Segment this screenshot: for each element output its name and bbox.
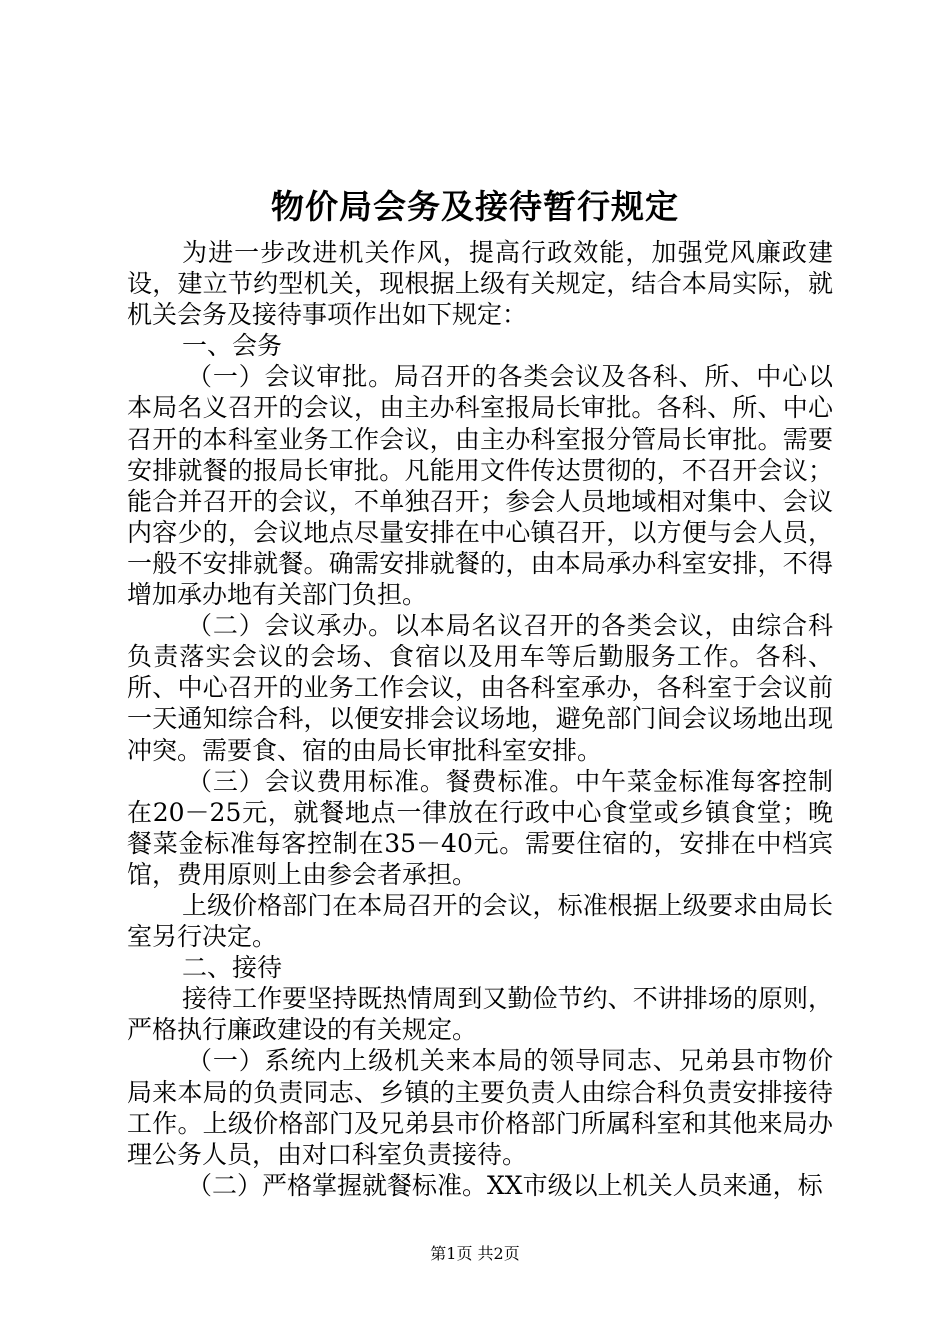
document-title: 物价局会务及接待暂行规定 [271, 187, 679, 226]
higher-level-meeting-paragraph: 上级价格部门在本局召开的会议，标准根据上级要求由局长室另行决定。 [127, 890, 833, 952]
meeting-hosting-paragraph: （二）会议承办。以本局名议召开的各类会议，由综合科负责落实会议的会场、食宿以及用车等后勤服务工作。各科、所、中心召开的业务工作会议，由各科室承办，各科室于会议前一天通知综合科，以便安排会议场地，避免部门间会议场地出现冲突。需要食、宿的由局长审批科室安排。 [127, 611, 833, 765]
meeting-approval-paragraph: （一）会议审批。局召开的各类会议及各科、所、中心以本局名义召开的会议，由主办科室报局长审批。各科、所、中心召开的本科室业务工作会议，由主办科室报分管局长审批。需要安排就餐的报局长审批。凡能用文件传达贯彻的，不召开会议；能合并召开的会议，不单独召开；参会人员地域相对集中、会议内容少的，会议地点尽量安排在中心镇召开，以方便与会人员，一般不安排就餐。确需安排就餐的，由本局承办科室安排，不得增加承办地有关部门负担。 [127, 362, 833, 610]
dining-standard-paragraph: （二）严格掌握就餐标准。XX市级以上机关人员来通，标 [187, 1170, 823, 1200]
document-body [127, 237, 833, 1201]
section-heading-reception: 二、接待 [182, 953, 283, 983]
section-heading-meetings: 一、会务 [182, 331, 283, 361]
page-footer: 第1页 共2页 [430, 1244, 520, 1263]
reception-principle-paragraph: 接待工作要坚持既热情周到又勤俭节约、不讲排场的原则，严格执行廉政建设的有关规定。 [127, 984, 833, 1045]
reception-scope-paragraph: （一）系统内上级机关来本局的领导同志、兄弟县市物价局来本局的负责同志、乡镇的主要负责人由综合科负责安排接待工作。上级价格部门及兄弟县市价格部门所属科室和其他来局办理公务人员，由对口科室负责接待。 [127, 1046, 833, 1169]
intro-paragraph: 为进一步改进机关作风，提高行政效能，加强党风廉政建设，建立节约型机关，现根据上级有关规定，结合本局实际，就机关会务及接待事项作出如下规定： [127, 238, 833, 330]
meeting-cost-paragraph: （三）会议费用标准。餐费标准。中午菜金标准每客控制在20－25元，就餐地点一律放在行政中心食堂或乡镇食堂；晚餐菜金标准每客控制在35－40元。需要住宿的，安排在中档宾馆，费用原则上由参会者承担。 [127, 766, 833, 889]
